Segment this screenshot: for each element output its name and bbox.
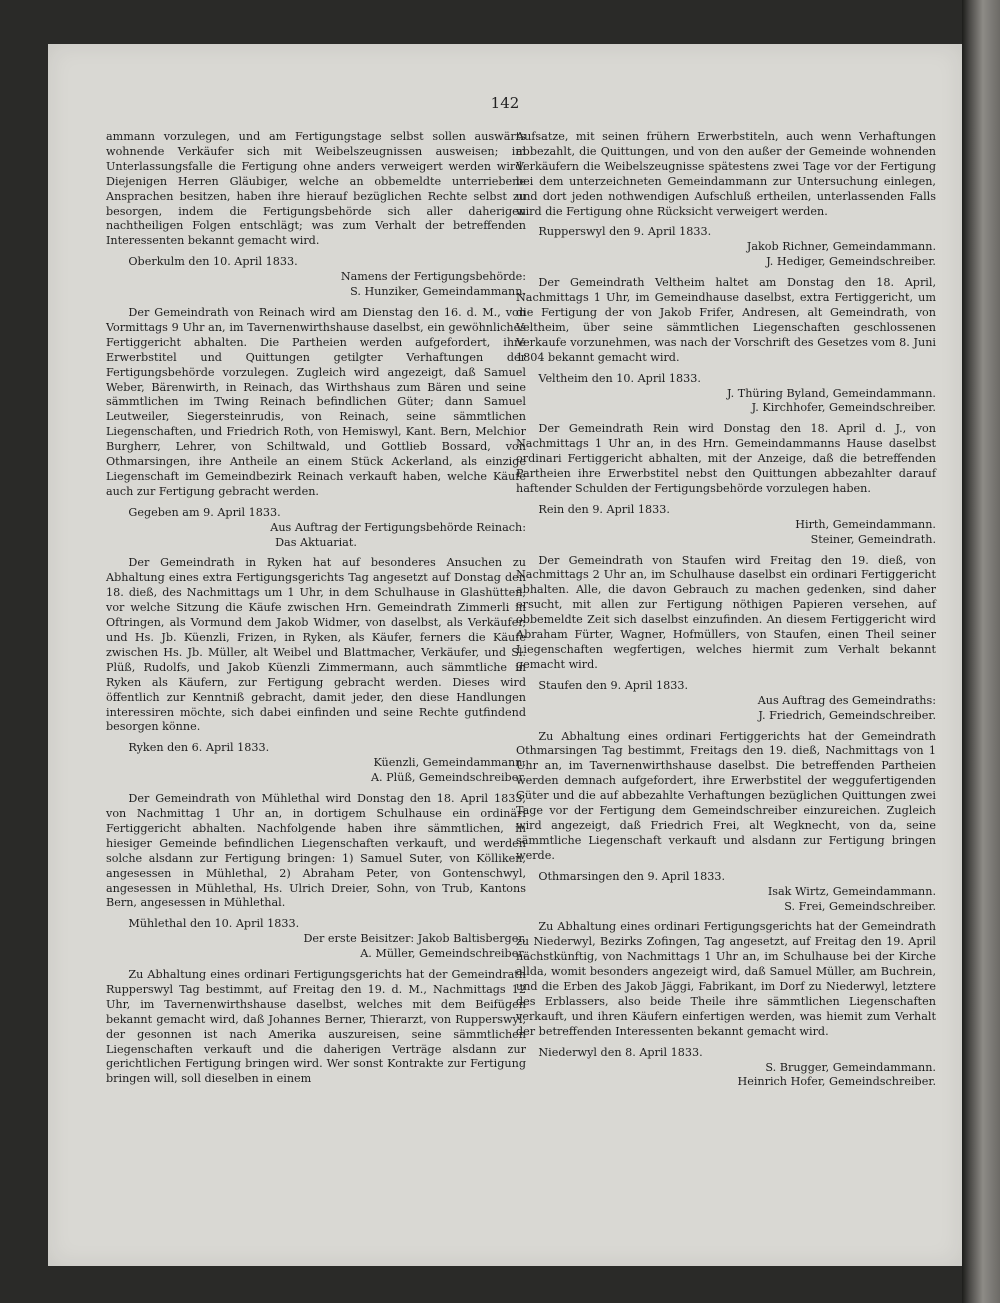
notice-rein-signature-2: Steiner, Gemeindrath. xyxy=(810,532,936,546)
notice-staufen-signature-2: J. Friedrich, Gemeindschreiber. xyxy=(758,708,936,722)
notice-ryken-date: Ryken den 6. April 1833. xyxy=(128,741,270,755)
notice-oberkulm-signature-1: Namens der Fertigungsbehörde: xyxy=(340,270,526,284)
notice-veltheim-signature-2: J. Kirchhofer, Gemeindschreiber. xyxy=(751,401,936,415)
notice-rein-date: Rein den 9. April 1833. xyxy=(538,502,670,516)
notice-othmarsingen-text: Zu Abhaltung eines ordinari Fertiggerichts hat der Gemeindrath Othmarsingen Tag bestimmt, Freitags den 19. dieß, Nachmittags von 1 Uhr an, im Tavernenwirthshause daselbst. Die betreffenden Partheien werden demnach aufgefordert, ihre Erwerbstitel der weggufertigenden Güter und die auf abbezahlte Verhaftungen bezüglichen Quittungen zwei Tage vor der Fertigung dem Gemeindschreiber einzureichen. Zugleich wird angezeigt, daß Friedrich Frei, alt Wegknecht, von da, seine sämmtliche Liegenschaft verkauft und alsdann zur Fertigung bringen werde. xyxy=(516,729,936,862)
adjacent-page-edge xyxy=(962,0,1000,1303)
notice-veltheim-text: Der Gemeindrath Veltheim haltet am Donstag den 18. April, Nachmittags 1 Uhr, im Gemeindhause daselbst, extra Fertiggericht, um die Fertigung der von Jakob Frifer, Andresen, alt Gemeindrath, von Veltheim, über seine sämmtlichen Liegenschaften geschlossenen Verkaufe vorzunehmen, was nach der Vorschrift des Gesetzes vom 8. Juni 1804 bekannt gemacht wird. xyxy=(516,276,936,364)
notice-niederwyl-signature-2: Heinrich Hofer, Gemeindschreiber. xyxy=(737,1075,936,1089)
notice-rupperswyl-continued: Aufsatze, mit seinen frühern Erwerbstiteln, auch wenn Verhaftungen abbezahlt, die Quittungen, und von den außer der Gemeinde wohnenden Verkäufern die Weibelszeugnisse spätestens zwei Tage vor der Fertigung bei dem unterzeichneten Gemeindammann zur Untersuchung einlegen, und dort jeden nothwendigen Aufschluß ertheilen, unterlassenden Falls wird die Fertigung ohne Rücksicht verweigert werden. xyxy=(516,130,936,218)
right-column xyxy=(516,130,936,1090)
notice-reinach-text: Der Gemeindrath von Reinach wird am Dienstag den 16. d. M., von Vormittags 9 Uhr an, im Tavernenwirthshause daselbst, ein gewöhnliches Fertiggericht abhalten. Die Partheien werden aufgefordert, ihre Erwerbstitel und Quittungen getilgter Verhaftungen der Fertigungsbehörde vorzulegen. Zugleich wird angezeigt, daß Samuel Weber, Bärenwirth, in Reinach, das Wirthshaus zum Bären und seine sämmtlichen im Twing Reinach befindlichen Güter; dann Samuel Leutweiler, Siegersteinrudis, von Reinach, seine sämmtlichen Liegenschaften, und Friedrich Roth, von Hemiswyl, Kant. Bern, Melchior Burgherr, Lehrer, von Schiltwald, und Gottlieb Bossard, von Othmarsingen, ihre Antheile an einem Stück Ackerland, als einzige Liegenschaft im Gemeindbezirk Reinach verkauft haben, welche Käufe auch zur Fertigung gebracht werden. xyxy=(106,305,526,498)
notice-othmarsingen-signature-2: S. Frei, Gemeindschreiber. xyxy=(784,899,936,913)
notice-ryken-text: Der Gemeindrath in Ryken hat auf besonderes Ansuchen zu Abhaltung eines extra Fertigungsgerichts Tag angesetzt auf Donstag den 18. dieß, des Nachmittags um 1 Uhr, in dem Schulhause in Glashütten, vor welche Sitzung die Käufe zwischen Hrn. Gemeindrath Zimmerli in Oftringen, als Vormund dem Jakob Widmer, von daselbst, als Verkäufer, und Hs. Jb. Küenzli, Frizen, in Ryken, als Käufer, ferners die Käufe zwischen Hs. Jb. Müller, alt Weibel und Blattmacher, Verkäufer, und Sl. Plüß, Rudolfs, und Jakob Küenzli Zimmermann, auch sämmtliche in Ryken als Käufern, zur Fertigung gebracht werden. Dieses wird öffentlich zur Kenntniß gebracht, damit jeder, den diese Handlungen interessiren möchte, sich dabei einfinden und seine Rechte gutfindend besorgen könne. xyxy=(106,556,526,734)
notice-rein-signature-1: Hirth, Gemeindammann. xyxy=(795,517,936,531)
notice-ryken-signature-2: A. Plüß, Gemeindschreiber. xyxy=(370,771,526,785)
notice-muehlethal-signature-2: A. Müller, Gemeindschreiber. xyxy=(360,947,526,961)
notice-veltheim-date: Veltheim den 10. April 1833. xyxy=(538,371,701,385)
notice-rupperswyl-signature-1: Jakob Richner, Gemeindammann. xyxy=(746,240,936,254)
notice-oberkulm-date: Oberkulm den 10. April 1833. xyxy=(128,255,298,269)
notice-muehlethal-date: Mühlethal den 10. April 1833. xyxy=(128,917,300,931)
notice-niederwyl-signature-1: S. Brugger, Gemeindammann. xyxy=(765,1060,936,1074)
notice-ryken-signature-1: Küenzli, Gemeindammann. xyxy=(373,756,526,770)
notice-reinach-signature-2: Das Aktuariat. xyxy=(275,535,357,549)
notice-reinach-date: Gegeben am 9. April 1833. xyxy=(128,505,281,519)
newspaper-page xyxy=(48,44,962,1266)
notice-rein-text: Der Gemeindrath Rein wird Donstag den 18. April d. J., von Nachmittags 1 Uhr an, in des Hrn. Gemeindammanns Hause daselbst ordinari Fertiggericht abhalten, mit der Anzeige, daß die betreffenden Partheien ihre Erwerbstitel nebst den Quittungen abbezahlter darauf haftender Schulden der Fertigungsbehörde vorzulegen haben. xyxy=(516,422,936,495)
notice-reinach-signature-1: Aus Auftrag der Fertigungsbehörde Reinach: xyxy=(270,520,526,534)
notice-oberkulm-text: ammann vorzulegen, und am Fertigungstage selbst sollen auswärts wohnende Verkäufer sich mit Weibelszeugnissen ausweisen; im Unterlassungsfalle die Fertigung ohne anders verweigert werden wird. Diejenigen Herren Gläubiger, welche an obbemeldte unterriebene Ansprachen besitzen, haben ihre hierauf bezüglichen Rechte selbst zu besorgen, indem die Fertigungsbehörde sich aller daherigen nachtheiligen Folgen entschlägt; was zum Verhalt der betreffenden Interessenten bekannt gemacht wird. xyxy=(106,130,526,248)
notice-niederwyl-text: Zu Abhaltung eines ordinari Fertigungsgerichts hat der Gemeindrath zu Niederwyl, Bezirks Zofingen, Tag angesetzt, auf Freitag den 19. April nächstkünftig, von Nachmittags 1 Uhr an, im Schulhause bei der Kirche allda, womit besonders angezeigt wird, daß Samuel Müller, am Buchrein, und die Erben des Jakob Jäggi, Fabrikant, im Dorf zu Niederwyl, letztere des Erblassers, also beide Theile ihre sämmtlichen Liegenschaften verkauft, und ihren Käufern einfertigen werden, was hiemit zum Verhalt der betreffenden Interessenten bekannt gemacht wird. xyxy=(516,920,936,1038)
notice-oberkulm-signature-2: S. Hunziker, Gemeindammann. xyxy=(350,285,526,299)
notice-niederwyl-date: Niederwyl den 8. April 1833. xyxy=(538,1045,703,1059)
notice-othmarsingen-date: Othmarsingen den 9. April 1833. xyxy=(538,869,726,883)
page-number: 142 xyxy=(490,94,520,112)
notice-rupperswyl-signature-2: J. Hediger, Gemeindschreiber. xyxy=(766,255,936,269)
notice-othmarsingen-signature-1: Isak Wirtz, Gemeindammann. xyxy=(767,884,936,898)
notice-staufen-text: Der Gemeindrath von Staufen wird Freitag den 19. dieß, von Nachmittags 2 Uhr an, im Schulhause daselbst ein ordinari Fertiggericht abhalten. Alle, die davon Gebrauch zu machen gedenken, sind daher ersucht, mit allen zur Fertigung nöthigen Papieren versehen, auf obbemeldte Zeit sich daselbst einzufinden. An diesem Fertiggericht wird Abraham Fürter, Wagner, Hofmüllers, von Staufen, einen Theil seiner Liegenschaften wegfertigen, welches hiermit zum Verhalt bekannt gemacht wird. xyxy=(516,553,936,671)
notice-muehlethal-signature-1: Der erste Beisitzer: Jakob Baltisberger. xyxy=(303,932,526,946)
notice-staufen-date: Staufen den 9. April 1833. xyxy=(538,678,689,692)
notice-rupperswyl-text: Zu Abhaltung eines ordinari Fertigungsgerichts hat der Gemeindrath Rupperswyl Tag bestimmt, auf Freitag den 19. d. M., Nachmittags 12 Uhr, im Tavernenwirthshause daselbst, welches mit dem Beifügen bekannt gemacht wird, daß Johannes Berner, Thierarzt, von Rupperswyl, der gesonnen ist nach Amerika auszureisen, seine sämmtlichen Liegenschaften verkauft und die daherigen Verträge alsdann zur gerichtlichen Fertigung bringen wird. Wer sonst Kontrakte zur Fertigung bringen will, soll dieselben in einem xyxy=(106,968,526,1086)
notice-veltheim-signature-1: J. Thüring Byland, Gemeindammann. xyxy=(727,386,936,400)
notice-rupperswyl-date: Rupperswyl den 9. April 1833. xyxy=(538,225,712,239)
notice-muehlethal-text: Der Gemeindrath von Mühlethal wird Donstag den 18. April 1833, von Nachmittag 1 Uhr an, in dortigem Schulhause ein ordinäri Fertiggericht abhalten. Nachfolgende haben ihre sämmtlichen, in hiesiger Gemeinde befindlichen Liegenschaften verkauft, und werden solche alsdann zur Fertigung bringen: 1) Samuel Suter, von Kölliken, angesessen in Mühlethal, 2) Abraham Peter, von Gontenschwyl, angesessen in Mühlethal, Hs. Ulrich Dreier, Sohn, von Trub, Kantons Bern, angesessen in Mühlethal. xyxy=(106,792,526,910)
notice-staufen-signature-1: Aus Auftrag des Gemeindraths: xyxy=(757,693,936,707)
left-column xyxy=(106,130,526,1093)
